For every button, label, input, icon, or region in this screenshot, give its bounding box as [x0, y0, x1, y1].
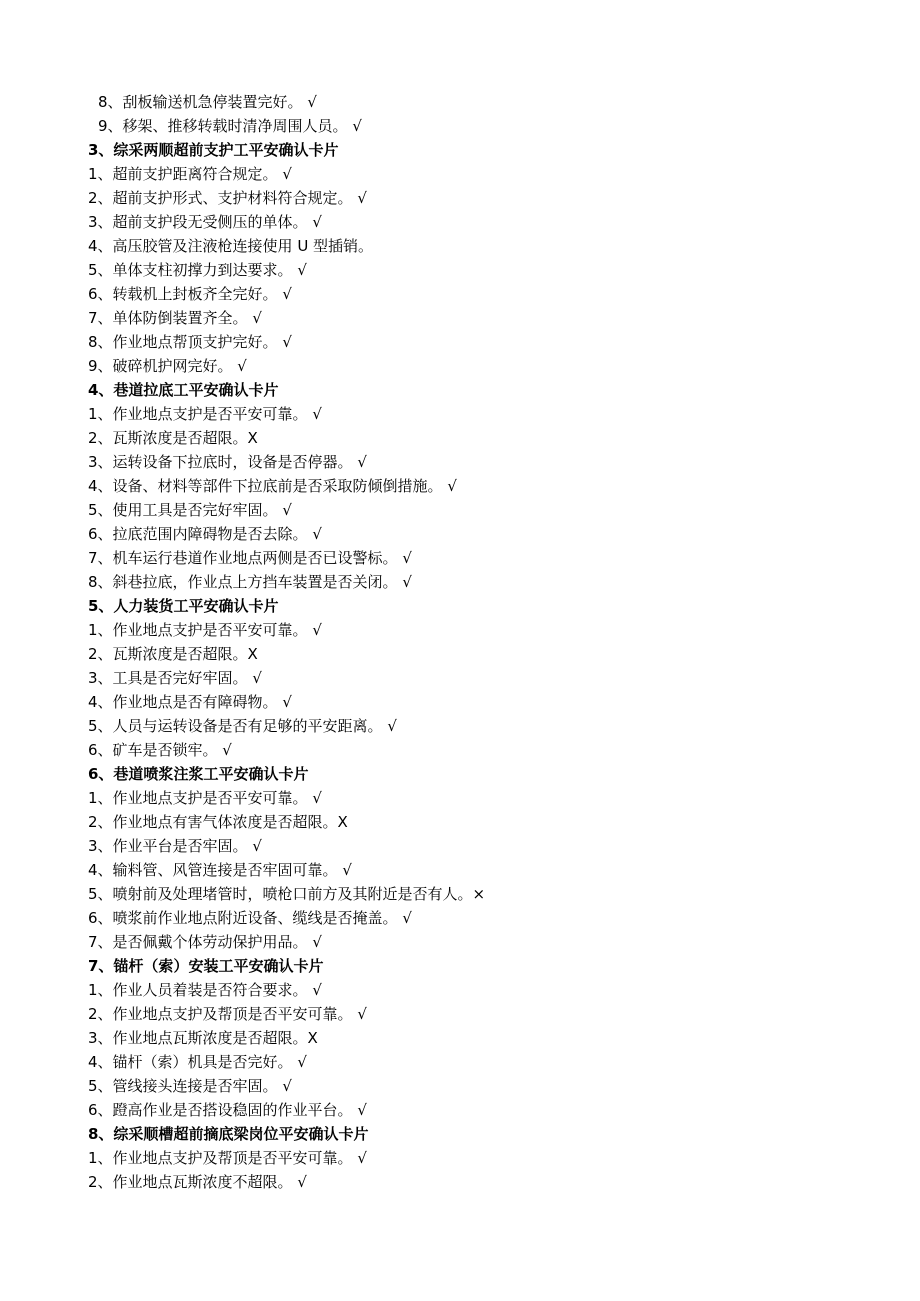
- checklist-item: 6、拉底范围内障碍物是否去除。 √: [88, 525, 322, 543]
- checklist-item: 4、设备、材料等部件下拉底前是否采取防倾倒措施。 √: [88, 477, 457, 495]
- checklist-item: 5、喷射前及处理堵管时，喷枪口前方及其附近是否有人。×: [88, 885, 486, 903]
- checklist-item: 7、机车运行巷道作业地点两侧是否已设警标。 √: [88, 549, 412, 567]
- checklist-item: 1、作业地点支护是否平安可靠。 √: [88, 621, 322, 639]
- checklist-item: 3、作业地点瓦斯浓度是否超限。X: [88, 1029, 318, 1047]
- checklist-item: 1、作业地点支护是否平安可靠。 √: [88, 789, 322, 807]
- checklist-item: 4、锚杆（索）机具是否完好。 √: [88, 1053, 307, 1071]
- checklist-item: 5、人员与运转设备是否有足够的平安距离。 √: [88, 717, 397, 735]
- checklist-item: 6、喷浆前作业地点附近设备、缆线是否掩盖。 √: [88, 909, 412, 927]
- checklist-item: 1、超前支护距离符合规定。 √: [88, 165, 292, 183]
- checklist-item: 3、运转设备下拉底时，设备是否停器。 √: [88, 453, 367, 471]
- checklist-item: 3、超前支护段无受侧压的单体。 √: [88, 213, 322, 231]
- checklist-item: 8、刮板输送机急停装置完好。 √: [98, 93, 317, 111]
- section-heading: 8、综采顺槽超前摘底梁岗位平安确认卡片: [88, 1125, 369, 1143]
- section-heading: 4、巷道拉底工平安确认卡片: [88, 381, 279, 399]
- checklist-item: 2、瓦斯浓度是否超限。X: [88, 645, 258, 663]
- checklist-item: 4、高压胶管及注液枪连接使用 U 型插销。: [88, 237, 374, 255]
- section-heading: 7、锚杆（索）安装工平安确认卡片: [88, 957, 324, 975]
- section-heading: 3、综采两顺超前支护工平安确认卡片: [88, 141, 339, 159]
- checklist-item: 2、超前支护形式、支护材料符合规定。 √: [88, 189, 367, 207]
- checklist-item: 1、作业地点支护及帮顶是否平安可靠。 √: [88, 1149, 367, 1167]
- section-heading: 5、人力装货工平安确认卡片: [88, 597, 279, 615]
- checklist-item: 2、瓦斯浓度是否超限。X: [88, 429, 258, 447]
- checklist-item: 7、是否佩戴个体劳动保护用品。 √: [88, 933, 322, 951]
- checklist-item: 3、作业平台是否牢固。 √: [88, 837, 262, 855]
- checklist-item: 5、使用工具是否完好牢固。 √: [88, 501, 292, 519]
- checklist-item: 5、单体支柱初撑力到达要求。 √: [88, 261, 307, 279]
- checklist-item: 8、斜巷拉底，作业点上方挡车装置是否关闭。 √: [88, 573, 412, 591]
- checklist-item: 8、作业地点帮顶支护完好。 √: [88, 333, 292, 351]
- checklist-item: 2、作业地点有害气体浓度是否超限。X: [88, 813, 348, 831]
- checklist-item: 1、作业人员着装是否符合要求。 √: [88, 981, 322, 999]
- checklist-body: [0, 90, 920, 1194]
- checklist-item: 5、管线接头连接是否牢固。 √: [88, 1077, 292, 1095]
- checklist-item: 4、作业地点是否有障碍物。 √: [88, 693, 292, 711]
- checklist-item: 7、单体防倒装置齐全。 √: [88, 309, 262, 327]
- checklist-item: 6、矿车是否锁牢。 √: [88, 741, 232, 759]
- section-heading: 6、巷道喷浆注浆工平安确认卡片: [88, 765, 309, 783]
- checklist-item: 2、作业地点支护及帮顶是否平安可靠。 √: [88, 1005, 367, 1023]
- checklist-item: 2、作业地点瓦斯浓度不超限。 √: [88, 1173, 307, 1191]
- checklist-item: 3、工具是否完好牢固。 √: [88, 669, 262, 687]
- checklist-item: 9、移架、推移转载时清净周围人员。 √: [98, 117, 362, 135]
- checklist-item: 6、转载机上封板齐全完好。 √: [88, 285, 292, 303]
- checklist-item: 1、作业地点支护是否平安可靠。 √: [88, 405, 322, 423]
- checklist-item: 4、输料管、风管连接是否牢固可靠。 √: [88, 861, 352, 879]
- checklist-item: 6、蹬高作业是否搭设稳固的作业平台。 √: [88, 1101, 367, 1119]
- checklist-item: 9、破碎机护网完好。 √: [88, 357, 247, 375]
